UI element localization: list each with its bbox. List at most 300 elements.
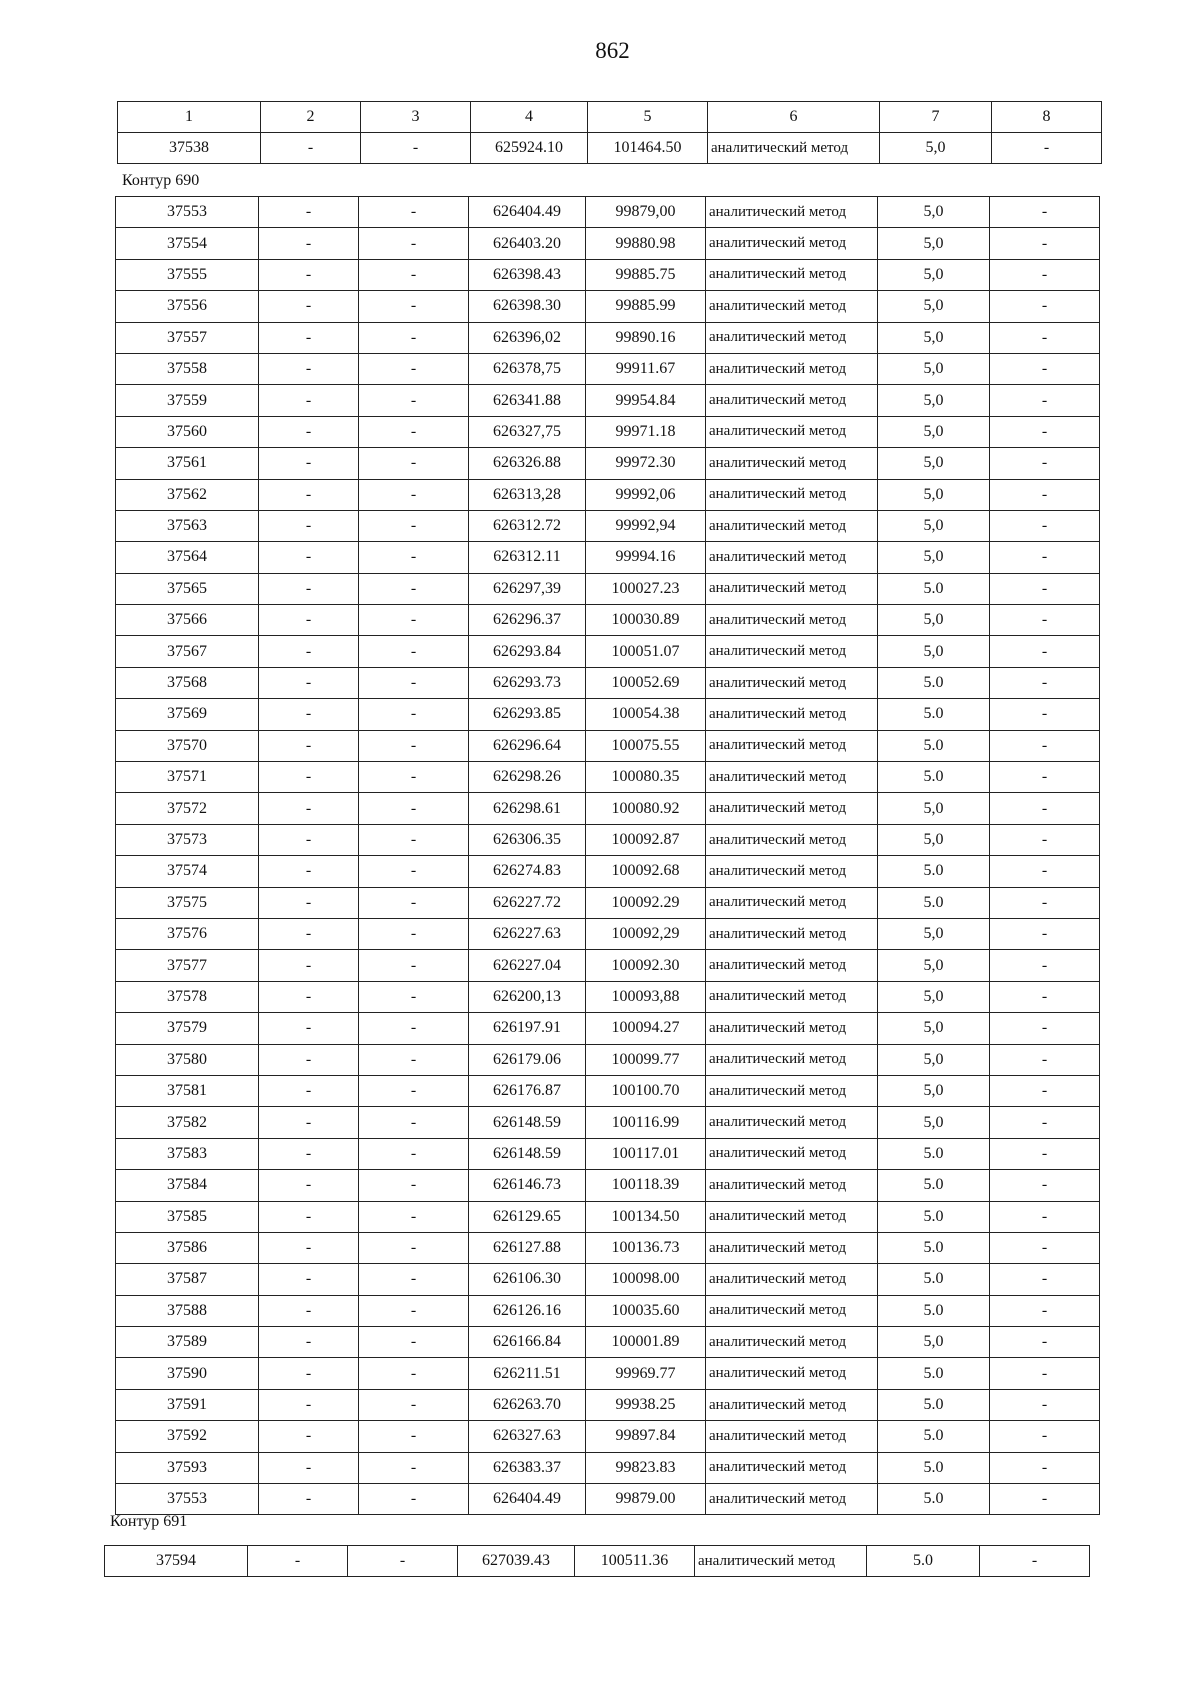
x-coordinate: 626327,75: [469, 416, 586, 447]
method: аналитический метод: [706, 197, 878, 228]
table-row: [116, 950, 1100, 981]
method: аналитический метод: [706, 950, 878, 981]
cell-col2: -: [259, 1421, 359, 1452]
cell-col3: -: [359, 699, 469, 730]
accuracy: 5.0: [878, 1421, 990, 1452]
cell-col3: -: [359, 1421, 469, 1452]
point-number: 37581: [116, 1075, 259, 1106]
cell-col3: -: [359, 479, 469, 510]
y-coordinate: 99890.16: [586, 322, 706, 353]
y-coordinate: 99911.67: [586, 353, 706, 384]
accuracy: 5.0: [878, 887, 990, 918]
page-number: 862: [595, 38, 630, 63]
accuracy: 5,0: [878, 605, 990, 636]
cell-col3: -: [359, 1295, 469, 1326]
point-number: 37553: [116, 197, 259, 228]
method: аналитический метод: [695, 1546, 867, 1577]
x-coordinate: 626341.88: [469, 385, 586, 416]
point-number: 37583: [116, 1138, 259, 1169]
cell-col2: -: [259, 1264, 359, 1295]
x-coordinate: 626274.83: [469, 856, 586, 887]
cell-col8: -: [990, 762, 1100, 793]
cell-col3: -: [359, 1107, 469, 1138]
contour-label-690: Контур 690: [122, 172, 200, 189]
y-coordinate: 100052.69: [586, 667, 706, 698]
cell-col8: -: [990, 1389, 1100, 1420]
x-coordinate: 626106.30: [469, 1264, 586, 1295]
column-header-6: 6: [708, 102, 880, 133]
cell-col2: -: [259, 1201, 359, 1232]
cell-col3: -: [359, 322, 469, 353]
y-coordinate: 99823.83: [586, 1452, 706, 1483]
column-header-1: 1: [118, 102, 261, 133]
y-coordinate: 99954.84: [586, 385, 706, 416]
point-number: 37574: [116, 856, 259, 887]
cell-col8: -: [990, 824, 1100, 855]
point-number: 37576: [116, 918, 259, 949]
x-coordinate: 626296.64: [469, 730, 586, 761]
accuracy: 5.0: [878, 699, 990, 730]
table-row: [116, 353, 1100, 384]
method: аналитический метод: [706, 1327, 878, 1358]
method: аналитический метод: [706, 1264, 878, 1295]
cell-col8: -: [992, 133, 1102, 164]
column-header-5: 5: [588, 102, 708, 133]
cell-col3: -: [359, 259, 469, 290]
method: аналитический метод: [706, 730, 878, 761]
point-number: 37594: [105, 1546, 248, 1577]
method: аналитический метод: [706, 259, 878, 290]
x-coordinate: 626298.61: [469, 793, 586, 824]
x-coordinate: 626200,13: [469, 981, 586, 1012]
accuracy: 5,0: [878, 1327, 990, 1358]
cell-col2: -: [259, 1358, 359, 1389]
table-row: [116, 762, 1100, 793]
y-coordinate: 100092.30: [586, 950, 706, 981]
point-number: 37566: [116, 605, 259, 636]
method: аналитический метод: [706, 228, 878, 259]
method: аналитический метод: [706, 385, 878, 416]
y-coordinate: 100030.89: [586, 605, 706, 636]
method: аналитический метод: [706, 1484, 878, 1515]
accuracy: 5.0: [878, 856, 990, 887]
cell-col3: -: [359, 981, 469, 1012]
method: аналитический метод: [706, 918, 878, 949]
y-coordinate: 99879,00: [586, 197, 706, 228]
accuracy: 5,0: [878, 197, 990, 228]
point-number: 37591: [116, 1389, 259, 1420]
cell-col2: -: [259, 667, 359, 698]
method: аналитический метод: [706, 542, 878, 573]
cell-col8: -: [990, 1295, 1100, 1326]
accuracy: 5,0: [878, 1107, 990, 1138]
cell-col8: -: [990, 353, 1100, 384]
table-row: [116, 824, 1100, 855]
point-number: 37559: [116, 385, 259, 416]
method: аналитический метод: [706, 416, 878, 447]
table-row: [116, 1201, 1100, 1232]
cell-col8: -: [990, 636, 1100, 667]
cell-col8: -: [990, 1327, 1100, 1358]
point-number: 37577: [116, 950, 259, 981]
cell-col2: -: [259, 353, 359, 384]
method: аналитический метод: [706, 1013, 878, 1044]
x-coordinate: 626197.91: [469, 1013, 586, 1044]
cell-col8: -: [990, 479, 1100, 510]
accuracy: 5,0: [878, 981, 990, 1012]
method: аналитический метод: [706, 1138, 878, 1169]
cell-col2: -: [259, 479, 359, 510]
column-header-3: 3: [361, 102, 471, 133]
method: аналитический метод: [706, 1295, 878, 1326]
y-coordinate: 100117.01: [586, 1138, 706, 1169]
y-coordinate: 100100.70: [586, 1075, 706, 1106]
x-coordinate: 626404.49: [469, 1484, 586, 1515]
point-number: 37585: [116, 1201, 259, 1232]
y-coordinate: 100092.68: [586, 856, 706, 887]
accuracy: 5,0: [878, 950, 990, 981]
point-number: 37589: [116, 1327, 259, 1358]
cell-col2: -: [259, 448, 359, 479]
table-row: [116, 1138, 1100, 1169]
cell-col3: -: [359, 1201, 469, 1232]
accuracy: 5,0: [878, 918, 990, 949]
method: аналитический метод: [706, 448, 878, 479]
point-number: 37579: [116, 1013, 259, 1044]
table-row: [116, 856, 1100, 887]
cell-col8: -: [990, 416, 1100, 447]
cell-col3: -: [359, 385, 469, 416]
point-number: 37570: [116, 730, 259, 761]
accuracy: 5,0: [878, 1044, 990, 1075]
method: аналитический метод: [706, 762, 878, 793]
cell-col3: -: [359, 1358, 469, 1389]
cell-col3: -: [359, 416, 469, 447]
accuracy: 5,0: [878, 510, 990, 541]
cell-col8: -: [990, 730, 1100, 761]
method: аналитический метод: [706, 1170, 878, 1201]
method: аналитический метод: [706, 322, 878, 353]
accuracy: 5,0: [878, 824, 990, 855]
cell-col2: -: [259, 1013, 359, 1044]
cell-col3: -: [359, 762, 469, 793]
x-coordinate: 626396,02: [469, 322, 586, 353]
accuracy: 5.0: [878, 573, 990, 604]
point-number: 37580: [116, 1044, 259, 1075]
table-row: [116, 479, 1100, 510]
method: аналитический метод: [706, 887, 878, 918]
method: аналитический метод: [706, 1232, 878, 1263]
cell-col8: -: [990, 1170, 1100, 1201]
cell-col3: -: [361, 133, 471, 164]
y-coordinate: 99880.98: [586, 228, 706, 259]
cell-col3: -: [359, 918, 469, 949]
accuracy: 5,0: [878, 322, 990, 353]
x-coordinate: 626398.43: [469, 259, 586, 290]
y-coordinate: 100093,88: [586, 981, 706, 1012]
cell-col2: -: [259, 1484, 359, 1515]
x-coordinate: 626312.11: [469, 542, 586, 573]
cell-col2: -: [259, 416, 359, 447]
accuracy: 5,0: [878, 1013, 990, 1044]
point-number: 37572: [116, 793, 259, 824]
point-number: 37557: [116, 322, 259, 353]
y-coordinate: 100511.36: [575, 1546, 695, 1577]
y-coordinate: 99897.84: [586, 1421, 706, 1452]
cell-col2: -: [259, 762, 359, 793]
accuracy: 5.0: [878, 730, 990, 761]
cell-col2: -: [259, 793, 359, 824]
x-coordinate: 626293.85: [469, 699, 586, 730]
x-coordinate: 626227.72: [469, 887, 586, 918]
y-coordinate: 100080.35: [586, 762, 706, 793]
cell-col3: -: [348, 1546, 458, 1577]
cell-col8: -: [990, 542, 1100, 573]
accuracy: 5,0: [878, 636, 990, 667]
accuracy: 5,0: [880, 133, 992, 164]
y-coordinate: 100092,29: [586, 918, 706, 949]
x-coordinate: 626306.35: [469, 824, 586, 855]
cell-col8: -: [990, 605, 1100, 636]
coordinates-table-contour-690: [115, 196, 1100, 1515]
cell-col3: -: [359, 1389, 469, 1420]
cell-col2: -: [259, 510, 359, 541]
point-number: 37588: [116, 1295, 259, 1326]
cell-col2: -: [259, 228, 359, 259]
table-row: [116, 1232, 1100, 1263]
point-number: 37555: [116, 259, 259, 290]
method: аналитический метод: [706, 291, 878, 322]
accuracy: 5,0: [878, 291, 990, 322]
column-header-2: 2: [261, 102, 361, 133]
cell-col8: -: [990, 510, 1100, 541]
y-coordinate: 100118.39: [586, 1170, 706, 1201]
accuracy: 5,0: [878, 1075, 990, 1106]
accuracy: 5.0: [878, 1484, 990, 1515]
point-number: 37582: [116, 1107, 259, 1138]
cell-col8: -: [990, 228, 1100, 259]
x-coordinate: 626227.04: [469, 950, 586, 981]
point-number: 37553: [116, 1484, 259, 1515]
table-row: [116, 1013, 1100, 1044]
cell-col8: -: [990, 950, 1100, 981]
cell-col2: -: [259, 1452, 359, 1483]
cell-col2: -: [259, 856, 359, 887]
accuracy: 5,0: [878, 479, 990, 510]
x-coordinate: 626313,28: [469, 479, 586, 510]
cell-col3: -: [359, 1044, 469, 1075]
table-row: [116, 573, 1100, 604]
x-coordinate: 626298.26: [469, 762, 586, 793]
point-number: 37593: [116, 1452, 259, 1483]
x-coordinate: 626296.37: [469, 605, 586, 636]
y-coordinate: 101464.50: [588, 133, 708, 164]
cell-col8: -: [990, 573, 1100, 604]
point-number: 37571: [116, 762, 259, 793]
table-row: [105, 1546, 1090, 1577]
cell-col8: -: [990, 259, 1100, 290]
method: аналитический метод: [708, 133, 880, 164]
table-row: [116, 228, 1100, 259]
y-coordinate: 100001.89: [586, 1327, 706, 1358]
cell-col2: -: [259, 824, 359, 855]
method: аналитический метод: [706, 824, 878, 855]
cell-col8: -: [990, 981, 1100, 1012]
table-row: [116, 793, 1100, 824]
table-row: [116, 667, 1100, 698]
point-number: 37584: [116, 1170, 259, 1201]
table-row: [116, 918, 1100, 949]
cell-col8: -: [990, 1421, 1100, 1452]
x-coordinate: 626146.73: [469, 1170, 586, 1201]
cell-col3: -: [359, 448, 469, 479]
accuracy: 5,0: [878, 353, 990, 384]
table-row: [116, 1264, 1100, 1295]
cell-col8: -: [990, 1358, 1100, 1389]
table-row: [116, 699, 1100, 730]
contour-label-691: Контур 691: [110, 1513, 188, 1530]
y-coordinate: 99938.25: [586, 1389, 706, 1420]
accuracy: 5,0: [878, 542, 990, 573]
cell-col8: -: [990, 1044, 1100, 1075]
method: аналитический метод: [706, 1358, 878, 1389]
x-coordinate: 626378,75: [469, 353, 586, 384]
cell-col3: -: [359, 573, 469, 604]
point-number: 37564: [116, 542, 259, 573]
x-coordinate: 626148.59: [469, 1107, 586, 1138]
method: аналитический метод: [706, 1107, 878, 1138]
cell-col3: -: [359, 197, 469, 228]
cell-col2: -: [259, 605, 359, 636]
table-row: [116, 1389, 1100, 1420]
point-number: 37569: [116, 699, 259, 730]
x-coordinate: 626148.59: [469, 1138, 586, 1169]
y-coordinate: 99885.99: [586, 291, 706, 322]
cell-col3: -: [359, 1264, 469, 1295]
cell-col2: -: [259, 197, 359, 228]
y-coordinate: 99879.00: [586, 1484, 706, 1515]
table-row: [116, 1358, 1100, 1389]
cell-col2: -: [259, 636, 359, 667]
cell-col3: -: [359, 353, 469, 384]
accuracy: 5.0: [878, 1264, 990, 1295]
accuracy: 5.0: [878, 667, 990, 698]
x-coordinate: 626297,39: [469, 573, 586, 604]
coordinates-table-header: [117, 101, 1102, 164]
method: аналитический метод: [706, 636, 878, 667]
cell-col3: -: [359, 730, 469, 761]
y-coordinate: 100035.60: [586, 1295, 706, 1326]
table-row: [116, 322, 1100, 353]
table-row: [116, 605, 1100, 636]
table-row: [116, 887, 1100, 918]
y-coordinate: 99994.16: [586, 542, 706, 573]
point-number: 37556: [116, 291, 259, 322]
cell-col2: -: [259, 542, 359, 573]
y-coordinate: 99885.75: [586, 259, 706, 290]
cell-col2: -: [259, 291, 359, 322]
y-coordinate: 99971.18: [586, 416, 706, 447]
cell-col8: -: [990, 1484, 1100, 1515]
y-coordinate: 100098.00: [586, 1264, 706, 1295]
point-number: 37586: [116, 1232, 259, 1263]
cell-col8: -: [990, 699, 1100, 730]
accuracy: 5.0: [878, 1201, 990, 1232]
cell-col8: -: [990, 385, 1100, 416]
method: аналитический метод: [706, 793, 878, 824]
cell-col2: -: [259, 259, 359, 290]
accuracy: 5,0: [878, 259, 990, 290]
cell-col3: -: [359, 856, 469, 887]
cell-col2: -: [261, 133, 361, 164]
y-coordinate: 100092.29: [586, 887, 706, 918]
table-row: [116, 1327, 1100, 1358]
x-coordinate: 626383.37: [469, 1452, 586, 1483]
y-coordinate: 100075.55: [586, 730, 706, 761]
cell-col2: -: [259, 950, 359, 981]
cell-col3: -: [359, 542, 469, 573]
table-row: [116, 730, 1100, 761]
table-row: [118, 133, 1102, 164]
point-number: 37563: [116, 510, 259, 541]
method: аналитический метод: [706, 1421, 878, 1452]
accuracy: 5.0: [878, 1452, 990, 1483]
x-coordinate: 626398.30: [469, 291, 586, 322]
y-coordinate: 99992,94: [586, 510, 706, 541]
cell-col2: -: [248, 1546, 348, 1577]
table-row: [116, 1452, 1100, 1483]
x-coordinate: 626404.49: [469, 197, 586, 228]
x-coordinate: 626327.63: [469, 1421, 586, 1452]
cell-col2: -: [259, 1075, 359, 1106]
point-number: 37590: [116, 1358, 259, 1389]
y-coordinate: 100116.99: [586, 1107, 706, 1138]
x-coordinate: 626127.88: [469, 1232, 586, 1263]
cell-col8: -: [990, 1013, 1100, 1044]
cell-col8: -: [990, 1138, 1100, 1169]
cell-col3: -: [359, 950, 469, 981]
cell-col2: -: [259, 573, 359, 604]
point-number: 37562: [116, 479, 259, 510]
x-coordinate: 626176.87: [469, 1075, 586, 1106]
cell-col2: -: [259, 1327, 359, 1358]
point-number: 37575: [116, 887, 259, 918]
x-coordinate: 626403.20: [469, 228, 586, 259]
cell-col8: -: [990, 322, 1100, 353]
cell-col2: -: [259, 1295, 359, 1326]
x-coordinate: 625924.10: [471, 133, 588, 164]
x-coordinate: 627039.43: [458, 1546, 575, 1577]
y-coordinate: 100136.73: [586, 1232, 706, 1263]
table-row: [116, 636, 1100, 667]
cell-col3: -: [359, 667, 469, 698]
cell-col8: -: [990, 887, 1100, 918]
accuracy: 5,0: [878, 448, 990, 479]
point-number: 37578: [116, 981, 259, 1012]
table-row: [116, 1107, 1100, 1138]
table-row: [116, 416, 1100, 447]
table-row: [116, 1170, 1100, 1201]
accuracy: 5.0: [878, 1170, 990, 1201]
cell-col2: -: [259, 1138, 359, 1169]
column-header-4: 4: [471, 102, 588, 133]
table-row: [116, 197, 1100, 228]
method: аналитический метод: [706, 605, 878, 636]
x-coordinate: 626227.63: [469, 918, 586, 949]
x-coordinate: 626312.72: [469, 510, 586, 541]
coordinates-table-contour-691: [104, 1545, 1090, 1577]
y-coordinate: 100054.38: [586, 699, 706, 730]
